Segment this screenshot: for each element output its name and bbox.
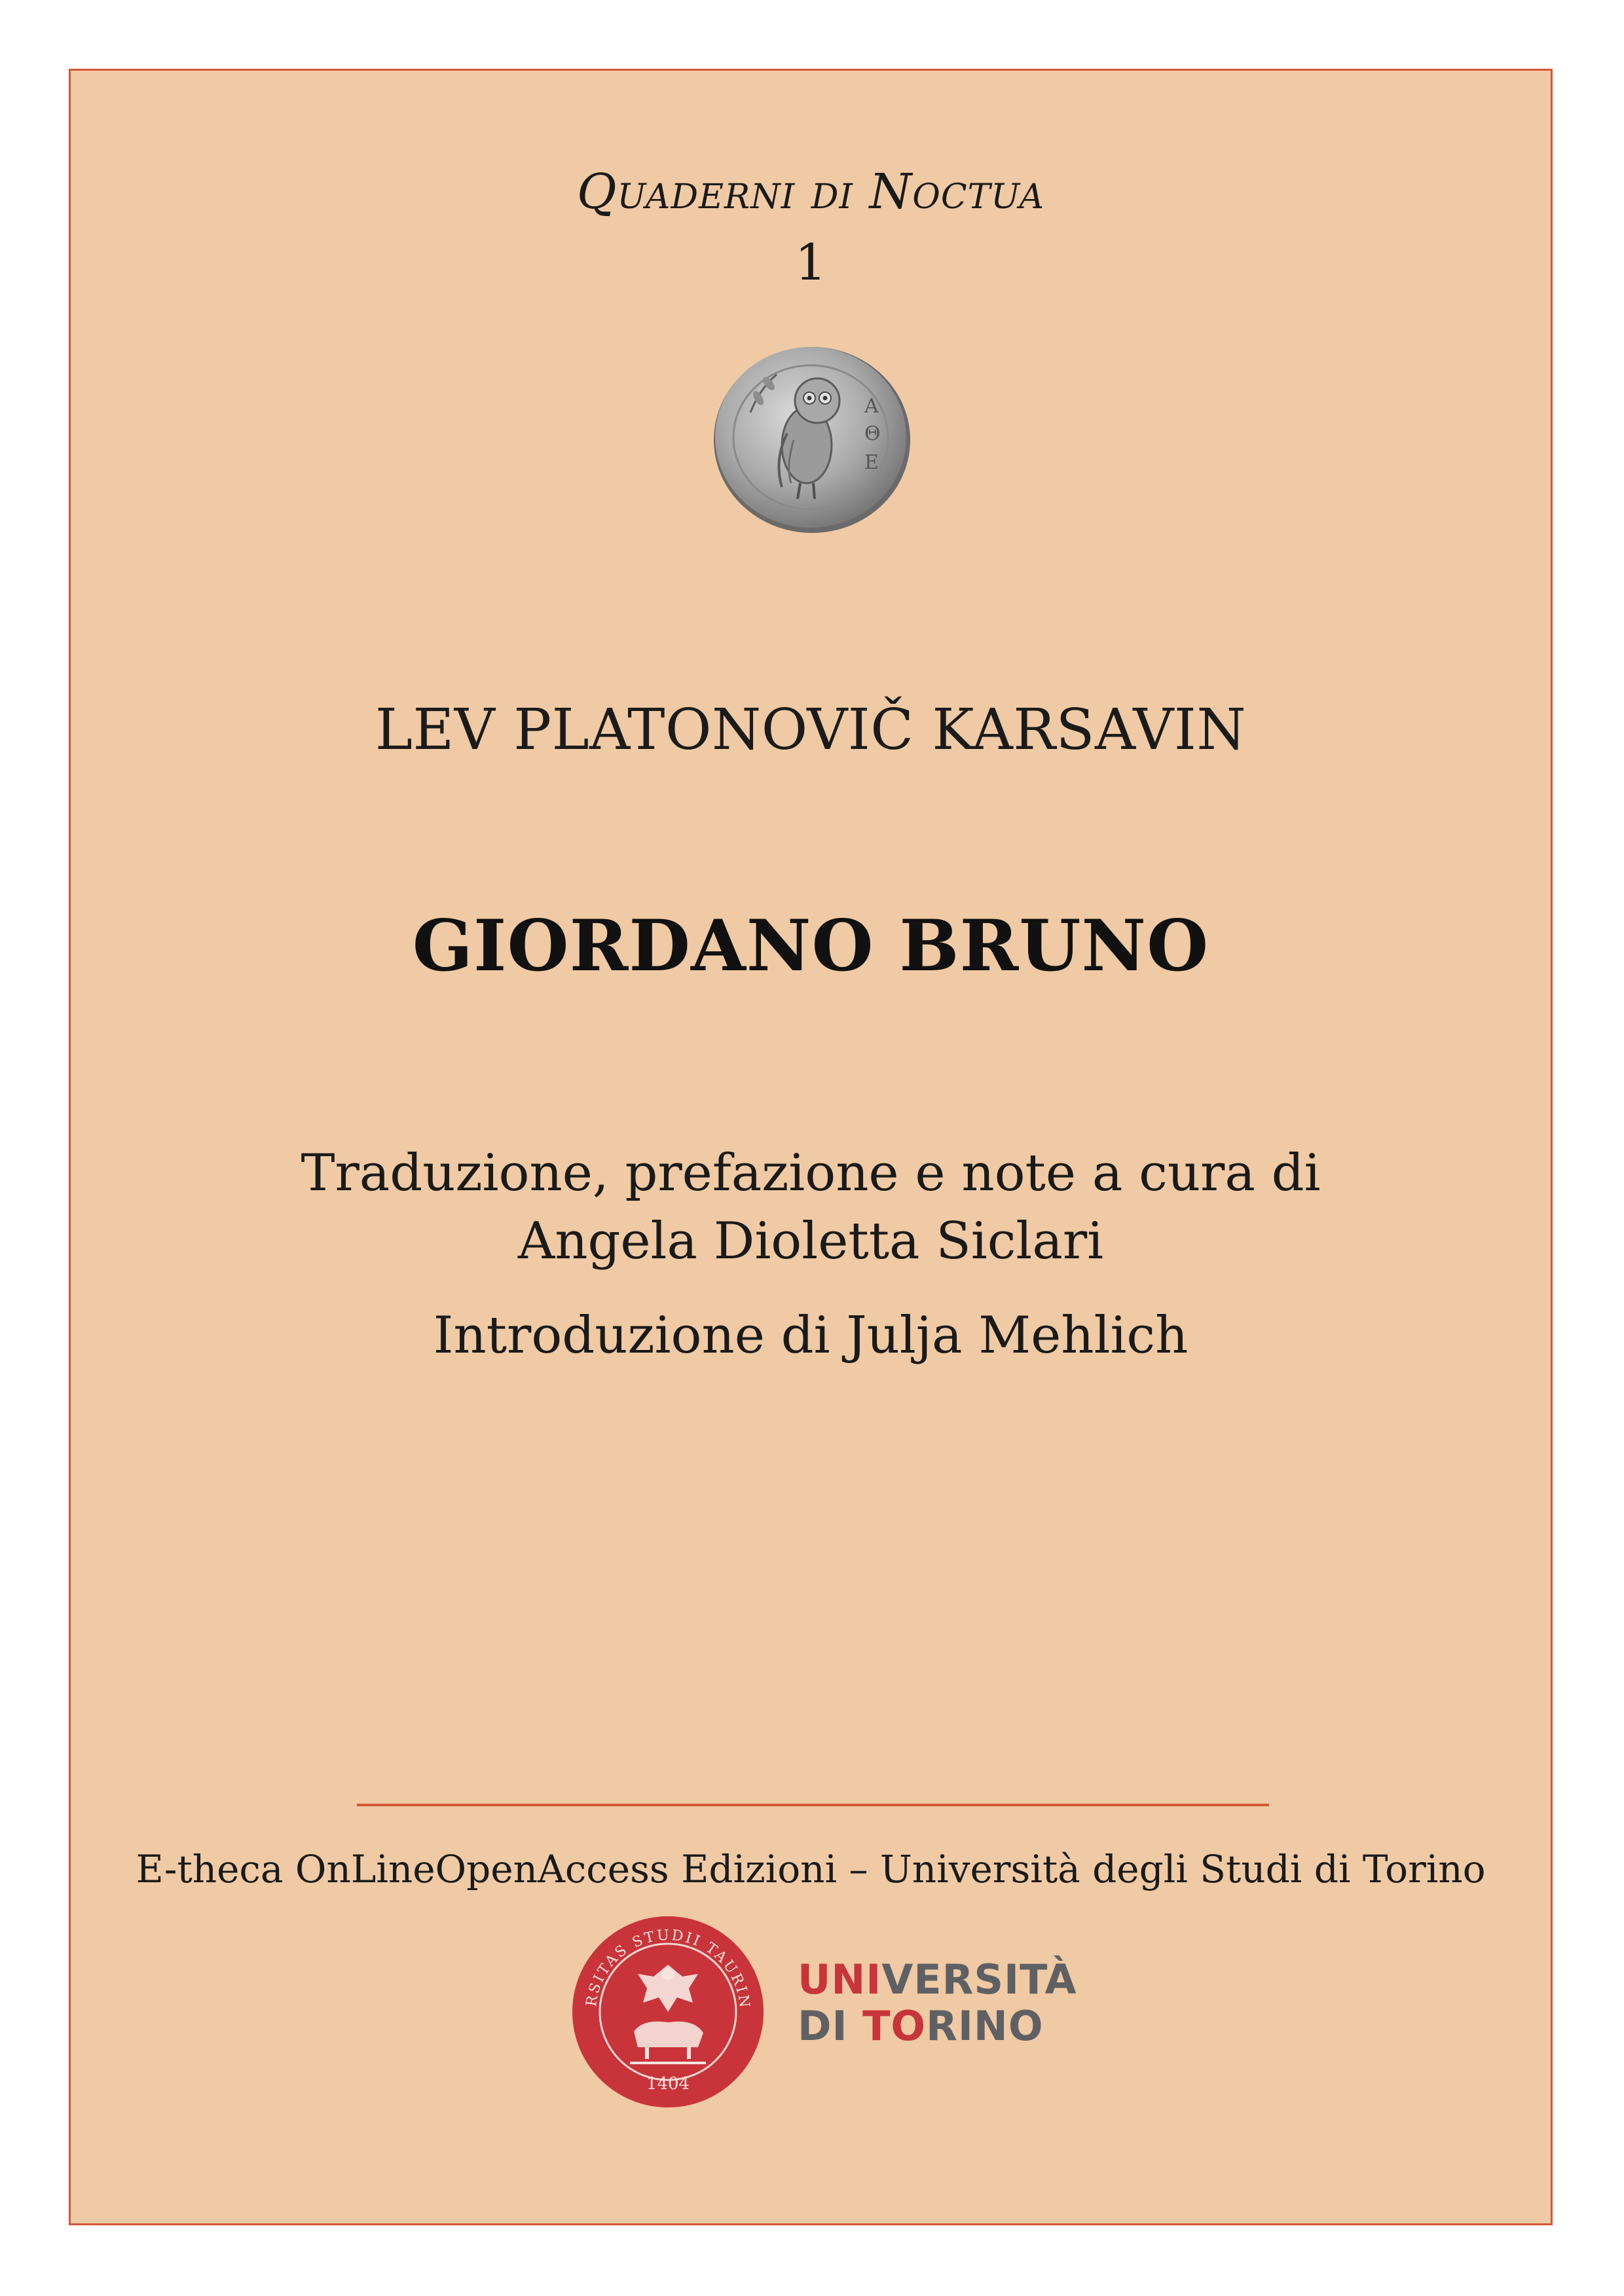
seal-text: RSITAS STUDII TAURIN xyxy=(583,1927,753,2011)
wordmark-line-2 xyxy=(798,2003,1077,2049)
university-wordmark xyxy=(798,1956,1077,2050)
cover-page xyxy=(69,69,1553,2225)
translator-name: Angela Dioletta Siclari xyxy=(517,1212,1104,1271)
wordmark-line-1 xyxy=(798,1956,1077,2003)
svg-text:Ε: Ε xyxy=(864,451,879,474)
wordmark-to: TO xyxy=(862,2002,927,2050)
footer-divider xyxy=(357,1804,1269,1806)
introduction-credit: Introduzione di Julja Mehlich xyxy=(433,1306,1189,1365)
book-title: GIORDANO BRUNO xyxy=(412,905,1209,987)
series-title: Quaderni di Noctua xyxy=(576,164,1045,220)
svg-text:Θ: Θ xyxy=(864,422,881,445)
wordmark-uni: UNI xyxy=(798,1956,882,2003)
wordmark-rino: RINO xyxy=(926,2002,1044,2050)
publisher-line: E-theca OnLineOpenAccess Edizioni – Università degli Studi di Torino xyxy=(136,1847,1486,1891)
wordmark-di: DI xyxy=(798,2002,863,2050)
seal-year: 1404 xyxy=(646,2074,690,2094)
translation-credit: Traduzione, prefazione e note a cura di xyxy=(301,1144,1321,1203)
university-seal-icon xyxy=(570,1914,766,2110)
wordmark-versita: VERSITÀ xyxy=(881,1956,1077,2003)
author-name: LEV PLATONOVIČ KARSAVIN xyxy=(375,697,1247,763)
svg-text:Α: Α xyxy=(864,395,879,418)
owl-coin-icon xyxy=(709,335,915,542)
series-number: 1 xyxy=(794,233,827,291)
